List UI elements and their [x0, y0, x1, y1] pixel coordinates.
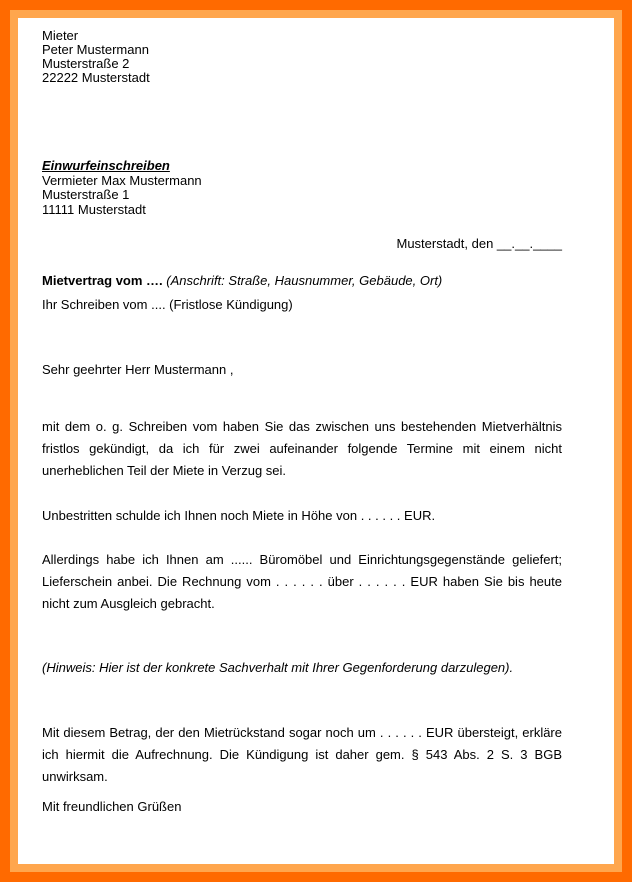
paragraph-1: mit dem o. g. Schreiben vom haben Sie das zwischen uns bestehenden Mietverhältnis fristlos gekündigt, da ich für zwei aufeinander folgende Termine mit einem nicht unerheblichen Teil der Miete in Verzug sei. [42, 419, 562, 478]
date-line: Musterstadt, den __.__.____ [396, 236, 562, 251]
recipient-line-1: Vermieter Max Mustermann [42, 173, 202, 188]
sender-line-4: 22222 Musterstadt [42, 70, 150, 85]
subject-contract: Mietvertrag vom …. [42, 273, 163, 288]
subject-address-hint: (Anschrift: Straße, Hausnummer, Gebäude, Ort) [162, 273, 443, 288]
paragraph-4: Mit diesem Betrag, der den Mietrückstand sogar noch um . . . . . . EUR übersteigt, erkläre ich hiermit die Aufrechnung. Die Kündigung ist daher gem. § 543 Abs. 2 S. 3 BGB unwirksam. [42, 725, 562, 784]
closing: Mit freundlichen Grüßen [42, 799, 182, 814]
hint-paragraph: (Hinweis: Hier ist der konkrete Sachverhalt mit Ihrer Gegenforderung darzulegen). [42, 660, 514, 675]
subject-line-1 [42, 274, 442, 288]
sender-line-3: Musterstraße 2 [42, 56, 130, 71]
sender-line-1: Mieter [42, 28, 79, 43]
recipient-line-3: 11111 Musterstadt [42, 202, 146, 217]
sender-line-2: Peter Mustermann [42, 42, 149, 57]
letter-page [18, 18, 614, 864]
salutation: Sehr geehrter Herr Mustermann , [42, 362, 234, 377]
paragraph-3: Allerdings habe ich Ihnen am ...... Büromöbel und Einrichtungsgegenstände geliefert; Lieferschein anbei. Die Rechnung vom . . . . . . über . . . . . . EUR haben Sie bis heute nicht zum Ausgleich gebracht. [42, 552, 562, 611]
delivery-method-label: Einwurfeinschreiben [42, 158, 170, 173]
subject-line-2: Ihr Schreiben vom .... (Fristlose Kündigung) [42, 297, 293, 312]
recipient-line-2: Musterstraße 1 [42, 187, 130, 202]
paragraph-2: Unbestritten schulde ich Ihnen noch Miete in Höhe von . . . . . . EUR. [42, 508, 436, 523]
